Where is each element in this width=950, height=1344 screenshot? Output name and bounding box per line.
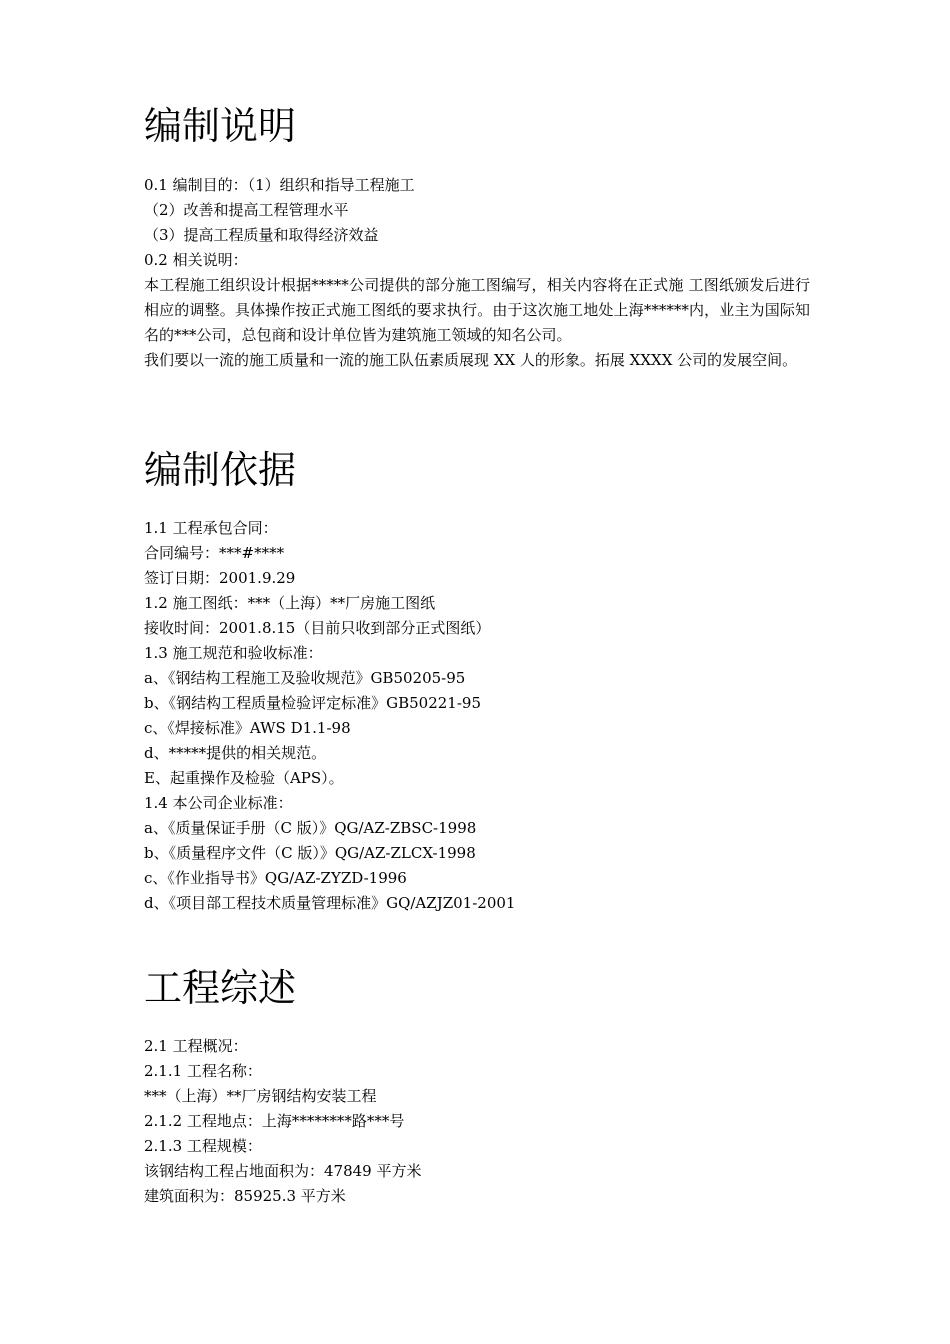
section-heading-compilation-notes: 编制说明: [144, 104, 297, 148]
text-line: ***（上海）**厂房钢结构安装工程: [144, 1087, 377, 1105]
text-line: E、起重操作及检验（APS）。: [144, 769, 344, 787]
text-line: c、《焊接标准》AWS D1.1-98: [144, 719, 351, 737]
text-line: 0.2 相关说明：: [144, 251, 248, 269]
text-line: 2.1.2 工程地点：上海********路***号: [144, 1112, 405, 1130]
text-line: 接收时间：2001.8.15（目前只收到部分正式图纸）: [144, 619, 491, 637]
paragraph: 本工程施工组织设计根据*****公司提供的部分施工图编写，相关内容将在正式施 工图纸颁发后进行相应的调整。具体操作按正式施工图纸的要求执行。由于这次施工地处上海******内，业主为国际知名的***公司，总包商和设计单位皆为建筑施工领域的知名公司。: [144, 276, 810, 344]
text-line: 建筑面积为：85925.3 平方米: [144, 1187, 346, 1205]
text-line: （3）提高工程质量和取得经济效益: [144, 226, 379, 244]
section-body-project-overview: [144, 1034, 810, 1209]
section-body-compilation-notes: [144, 173, 810, 373]
text-line: d、*****提供的相关规范。: [144, 744, 327, 762]
text-line: 1.4 本公司企业标准：: [144, 794, 293, 812]
text-line: c、《作业指导书》QG/AZ-ZYZD-1996: [144, 869, 407, 887]
text-line: d、《项目部工程技术质量管理标准》GQ/AZJZ01-2001: [144, 894, 516, 912]
text-line: 合同编号：***#****: [144, 544, 285, 562]
text-line: 2.1.3 工程规模：: [144, 1137, 262, 1155]
text-line: b、《钢结构工程质量检验评定标准》GB50221-95: [144, 694, 481, 712]
text-line: b、《质量程序文件（C 版）》QG/AZ-ZLCX-1998: [144, 844, 476, 862]
text-line: a、《质量保证手册（C 版）》QG/AZ-ZBSC-1998: [144, 819, 477, 837]
text-line: 2.1 工程概况：: [144, 1037, 248, 1055]
section-heading-project-overview: 工程综述: [144, 966, 297, 1010]
text-line: 0.1 编制目的：（1）组织和指导工程施工: [144, 176, 415, 194]
text-line: （2）改善和提高工程管理水平: [144, 201, 349, 219]
text-line: 1.1 工程承包合同：: [144, 519, 278, 537]
text-line: 1.3 施工规范和验收标准：: [144, 644, 323, 662]
text-line: 1.2 施工图纸：***（上海）**厂房施工图纸: [144, 594, 436, 612]
text-line: 2.1.1 工程名称：: [144, 1062, 262, 1080]
paragraph: 我们要以一流的施工质量和一流的施工队伍素质展现 XX 人的形象。拓展 XXXX 公司的发展空间。: [144, 351, 798, 369]
section-body-compilation-basis: [144, 516, 810, 916]
text-line: a、《钢结构工程施工及验收规范》GB50205-95: [144, 669, 466, 687]
text-line: 签订日期：2001.9.29: [144, 569, 296, 587]
section-heading-compilation-basis: 编制依据: [144, 448, 297, 492]
text-line: 该钢结构工程占地面积为：47849 平方米: [144, 1162, 422, 1180]
